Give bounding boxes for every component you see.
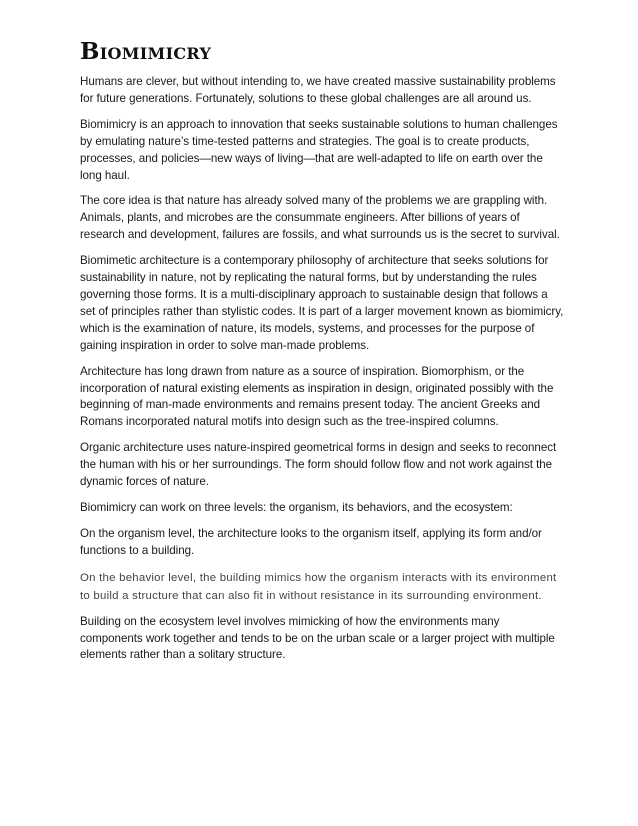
organism-level-paragraph: On the organism level, the architecture looks to the organism itself, applying its form and/or functions to a building. [80, 526, 542, 557]
ecosystem-level-paragraph: Building on the ecosystem level involves mimicking of how the environments many components work together and tends to be on the urban scale or a larger project with multiple elements rather than a solitary structure. [80, 614, 555, 662]
three-levels-paragraph: Biomimicry can work on three levels: the organism, its behaviors, and the ecosystem: [80, 500, 513, 514]
behavior-level-paragraph: On the behavior level, the building mimics how the organism interacts with its environment to build a structure that can also fit in without resistance in its surrounding environment. [80, 571, 557, 602]
biomimicry-definition-paragraph: Biomimicry is an approach to innovation that seeks sustainable solutions to human challenges by emulating nature’s time-tested patterns and strategies. The goal is to create products, processes, and policies—new ways of living—that are well-adapted to life on earth over the long haul. [80, 117, 558, 182]
document-title: Biomimicry [80, 38, 212, 65]
document-page [80, 38, 564, 673]
architecture-history-paragraph: Architecture has long drawn from nature as a source of inspiration. Biomorphism, or the incorporation of natural existing elements as inspiration in design, originated possibly with the beginning of man-made environments and remains present today. The ancient Greeks and Romans incorporated natural motifs into design such as the tree-inspired columns. [80, 364, 554, 429]
core-idea-paragraph: The core idea is that nature has already solved many of the problems we are grappling with. Animals, plants, and microbes are the consummate engineers. After billions of years of research and development, failures are fossils, and what surrounds us is the secret to survival. [80, 194, 560, 242]
organic-architecture-paragraph: Organic architecture uses nature-inspired geometrical forms in design and seeks to reconnect the human with his or her surroundings. The form should follow flow and not work against the dynamic forces of nature. [80, 441, 557, 489]
biomimetic-architecture-paragraph: Biomimetic architecture is a contemporary philosophy of architecture that seeks solutions for sustainability in nature, not by replicating the natural forms, but by understanding the rules governing those forms. It is a multi-disciplinary approach to sustainable design that follows a set of principles rather than stylistic codes. It is part of a larger movement known as biomimicry, which is the examination of nature, its models, systems, and processes for the purpose of gaining inspiration in order to solve man-made problems. [80, 254, 564, 352]
intro-paragraph: Humans are clever, but without intending to, we have created massive sustainability problems for future generations. Fortunately, solutions to these global challenges are all around us. [80, 75, 556, 105]
